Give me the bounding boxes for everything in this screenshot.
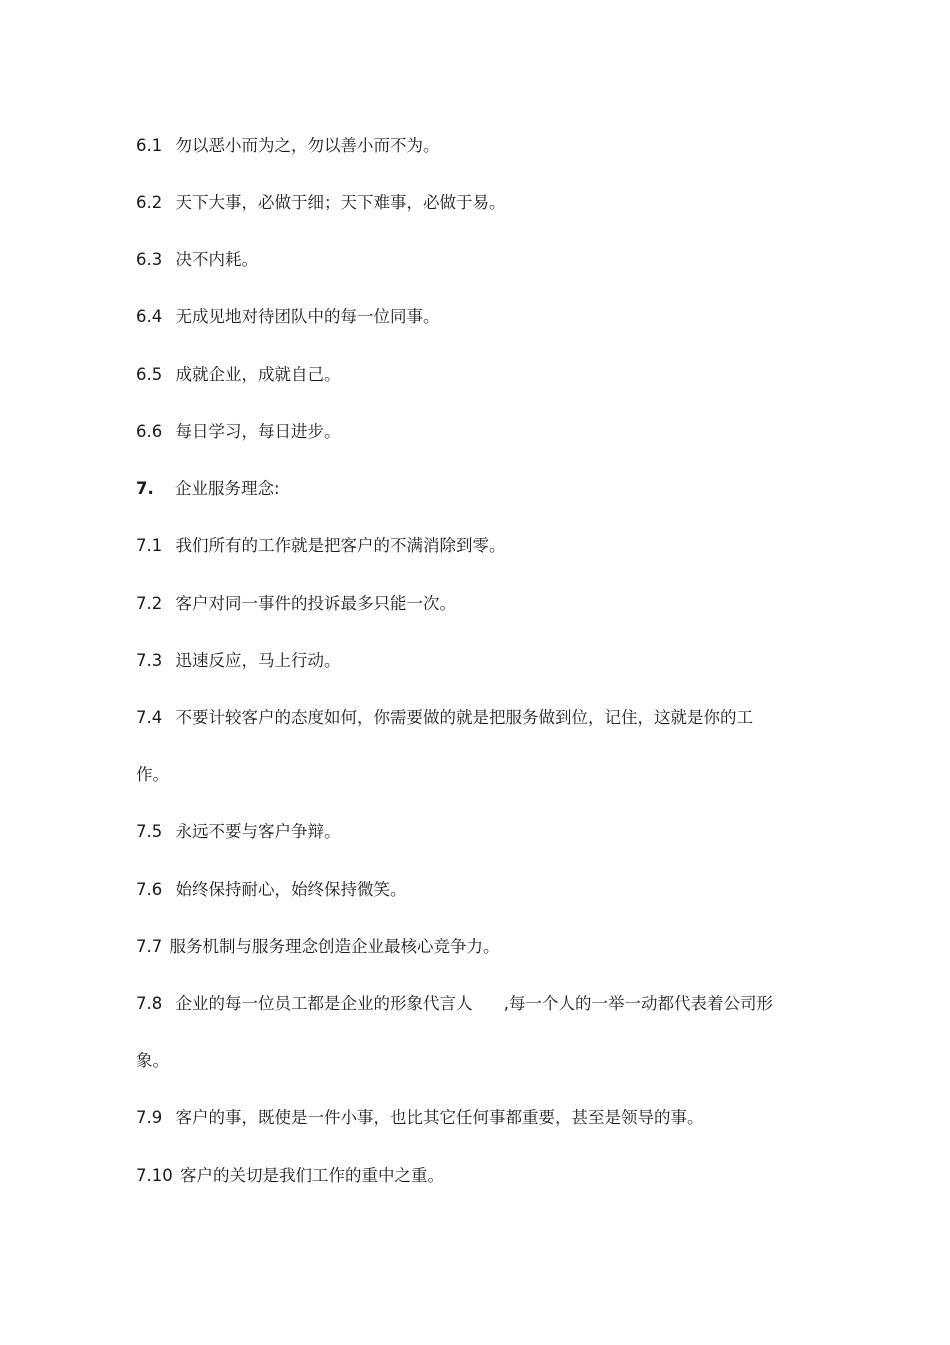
list-item-7-9 — [136, 1106, 704, 1130]
list-item-7-4 — [136, 706, 753, 730]
item-number: 6.3 — [136, 250, 163, 269]
item-text-part-two: ,每一个人的一举一动都代表着公司形 — [503, 994, 773, 1013]
list-item-7-7 — [136, 935, 500, 959]
item-text: 客户的关切是我们工作的重中之重。 — [180, 1166, 444, 1185]
item-number: 7.5 — [136, 822, 163, 841]
list-item-7-4-continuation — [136, 763, 169, 787]
item-number: 7.2 — [136, 594, 163, 613]
item-text-continuation: 作。 — [136, 765, 169, 784]
item-text: 勿以恶小而为之，勿以善小而不为。 — [175, 136, 440, 155]
item-number: 7.7 — [136, 937, 163, 956]
list-item-7-10 — [136, 1164, 444, 1188]
list-item-7-8 — [136, 992, 773, 1016]
item-text: 成就企业，成就自己。 — [175, 365, 341, 384]
list-item-6-5 — [136, 363, 341, 387]
item-text: 永远不要与客户争辩。 — [175, 822, 341, 841]
item-number: 7.10 — [136, 1166, 173, 1185]
item-number: 6.6 — [136, 422, 163, 441]
list-item-6-1 — [136, 134, 440, 158]
list-item-7-1 — [136, 534, 506, 558]
list-item-6-2 — [136, 191, 506, 215]
section-title: 企业服务理念: — [175, 479, 280, 498]
item-text-continuation: 象。 — [136, 1051, 169, 1070]
item-number: 7.6 — [136, 880, 163, 899]
item-number: 6.4 — [136, 307, 163, 326]
item-number: 6.1 — [136, 136, 163, 155]
list-item-7-2 — [136, 592, 456, 616]
item-text: 天下大事，必做于细；天下难事，必做于易。 — [175, 193, 506, 212]
item-number: 7.3 — [136, 651, 163, 670]
list-item-7-8-continuation — [136, 1049, 169, 1073]
item-text: 无成见地对待团队中的每一位同事。 — [175, 307, 440, 326]
item-number: 7.8 — [136, 994, 163, 1013]
list-item-7-3 — [136, 649, 341, 673]
list-item-7-5 — [136, 820, 341, 844]
section-number: 7. — [136, 479, 154, 498]
item-text: 迅速反应，马上行动。 — [175, 651, 341, 670]
item-text: 我们所有的工作就是把客户的不满消除到零。 — [175, 536, 506, 555]
section-heading-7 — [136, 477, 280, 501]
item-text: 客户对同一事件的投诉最多只能一次。 — [175, 594, 456, 613]
item-text: 不要计较客户的态度如何，你需要做的就是把服务做到位，记住，这就是你的工 — [175, 708, 753, 727]
item-text: 客户的事，既使是一件小事，也比其它任何事都重要，甚至是领导的事。 — [175, 1108, 704, 1127]
item-number: 7.1 — [136, 536, 163, 555]
item-text: 服务机制与服务理念创造企业最核心竞争力。 — [169, 937, 500, 956]
item-text: 始终保持耐心，始终保持微笑。 — [175, 880, 407, 899]
item-number: 7.4 — [136, 708, 163, 727]
list-item-6-4 — [136, 305, 440, 329]
list-item-7-6 — [136, 878, 407, 902]
item-text: 决不内耗。 — [175, 250, 258, 269]
item-text: 企业的每一位员工都是企业的形象代言人 — [175, 994, 473, 1013]
list-item-6-3 — [136, 248, 258, 272]
list-item-6-6 — [136, 420, 341, 444]
item-number: 6.5 — [136, 365, 163, 384]
item-number: 6.2 — [136, 193, 163, 212]
item-number: 7.9 — [136, 1108, 163, 1127]
item-text: 每日学习，每日进步。 — [175, 422, 341, 441]
